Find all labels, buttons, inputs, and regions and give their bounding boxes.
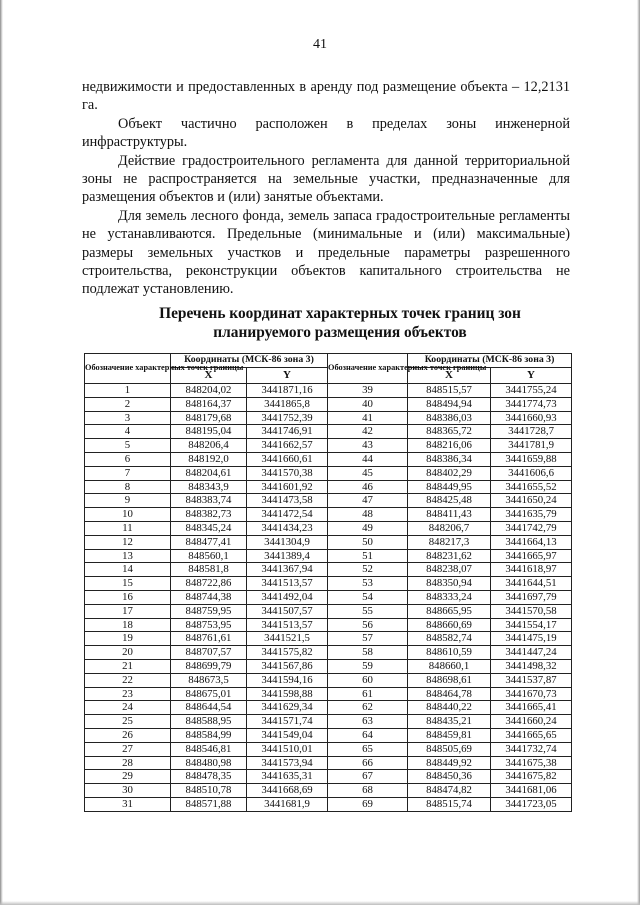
y-coordinate-left: 3441513,57	[247, 618, 328, 632]
x-coordinate-right: 848216,06	[408, 439, 491, 453]
y-coordinate-left: 3441594,16	[247, 673, 328, 687]
x-coordinate-left: 848560,1	[171, 549, 247, 563]
x-coordinate-right: 848660,69	[408, 618, 491, 632]
x-coordinate-left: 848164,37	[171, 397, 247, 411]
point-number-left: 20	[85, 646, 171, 660]
y-coordinate-left: 3441752,39	[247, 411, 328, 425]
x-coordinate-right: 848660,1	[408, 659, 491, 673]
table-row	[85, 797, 572, 811]
point-number-left: 24	[85, 701, 171, 715]
table-row	[85, 480, 572, 494]
x-coordinate-right: 848464,78	[408, 687, 491, 701]
x-header-right: X	[408, 368, 491, 384]
paragraph-zone: Объект частично расположен в пределах зоны инженерной инфраструктуры.	[82, 115, 570, 151]
x-coordinate-right: 848698,61	[408, 673, 491, 687]
y-header-left: Y	[247, 368, 328, 384]
x-coordinate-left: 848707,57	[171, 646, 247, 660]
point-number-left: 5	[85, 439, 171, 453]
point-number-right: 67	[328, 770, 408, 784]
x-coordinate-left: 848584,99	[171, 728, 247, 742]
y-coordinate-left: 3441492,04	[247, 590, 328, 604]
x-coordinate-left: 848675,01	[171, 687, 247, 701]
y-coordinate-right: 3441755,24	[491, 384, 572, 398]
point-number-left: 16	[85, 590, 171, 604]
table-row	[85, 563, 572, 577]
point-number-left: 6	[85, 452, 171, 466]
x-coordinate-right: 848217,3	[408, 535, 491, 549]
point-number-left: 18	[85, 618, 171, 632]
point-number-right: 53	[328, 577, 408, 591]
y-coordinate-right: 3441732,74	[491, 742, 572, 756]
point-number-right: 54	[328, 590, 408, 604]
y-coordinate-left: 3441668,69	[247, 784, 328, 798]
table-row	[85, 784, 572, 798]
point-number-right: 69	[328, 797, 408, 811]
x-coordinate-left: 848510,78	[171, 784, 247, 798]
point-number-right: 49	[328, 521, 408, 535]
y-coordinate-right: 3441742,79	[491, 521, 572, 535]
point-number-left: 9	[85, 494, 171, 508]
y-coordinate-right: 3441675,82	[491, 770, 572, 784]
point-number-right: 58	[328, 646, 408, 660]
y-coordinate-right: 3441644,51	[491, 577, 572, 591]
table-row	[85, 549, 572, 563]
point-number-right: 50	[328, 535, 408, 549]
y-coordinate-left: 3441865,8	[247, 397, 328, 411]
table-row	[85, 673, 572, 687]
x-coordinate-left: 848179,68	[171, 411, 247, 425]
page-number: 41	[313, 37, 327, 52]
point-number-right: 52	[328, 563, 408, 577]
x-coordinate-left: 848673,5	[171, 673, 247, 687]
y-coordinate-right: 3441650,24	[491, 494, 572, 508]
y-coordinate-right: 3441618,97	[491, 563, 572, 577]
point-number-left: 29	[85, 770, 171, 784]
point-number-left: 19	[85, 632, 171, 646]
y-coordinate-right: 3441670,73	[491, 687, 572, 701]
x-coordinate-right: 848435,21	[408, 715, 491, 729]
scan-edge-bottom	[0, 901, 640, 905]
y-coordinate-right: 3441659,88	[491, 452, 572, 466]
point-number-left: 14	[85, 563, 171, 577]
y-coordinate-right: 3441660,24	[491, 715, 572, 729]
y-coordinate-right: 3441697,79	[491, 590, 572, 604]
table-row	[85, 508, 572, 522]
y-coordinate-right: 3441570,58	[491, 604, 572, 618]
y-coordinate-left: 3441598,88	[247, 687, 328, 701]
point-number-left: 15	[85, 577, 171, 591]
x-coordinate-left: 848753,95	[171, 618, 247, 632]
point-number-left: 10	[85, 508, 171, 522]
x-coordinate-right: 848365,72	[408, 425, 491, 439]
paragraph-regulation: Действие градостроительного регламента для данной территориальной зоны не распространяется на земельные участки, предназначенные для размещения объектов и (или) занятые объектами.	[82, 152, 570, 206]
x-coordinate-right: 848440,22	[408, 701, 491, 715]
table-row	[85, 701, 572, 715]
x-coordinate-right: 848450,36	[408, 770, 491, 784]
table-row	[85, 687, 572, 701]
x-coordinate-left: 848382,73	[171, 508, 247, 522]
point-number-right: 45	[328, 466, 408, 480]
y-header-right: Y	[491, 368, 572, 384]
y-coordinate-left: 3441660,61	[247, 452, 328, 466]
x-coordinate-right: 848610,59	[408, 646, 491, 660]
coords-header-right: Координаты (МСК-86 зона 3)	[408, 354, 572, 368]
point-number-right: 42	[328, 425, 408, 439]
y-coordinate-left: 3441681,9	[247, 797, 328, 811]
y-coordinate-left: 3441635,31	[247, 770, 328, 784]
y-coordinate-left: 3441746,91	[247, 425, 328, 439]
x-coordinate-right: 848515,74	[408, 797, 491, 811]
x-coordinate-right: 848206,7	[408, 521, 491, 535]
y-coordinate-right: 3441606,6	[491, 466, 572, 480]
y-coordinate-left: 3441513,57	[247, 577, 328, 591]
table-row	[85, 770, 572, 784]
paragraph-area: недвижимости и предоставленных в аренду под размещение объекта – 12,2131 га.	[82, 79, 570, 114]
y-coordinate-left: 3441575,82	[247, 646, 328, 660]
table-row	[85, 439, 572, 453]
y-coordinate-right: 3441675,38	[491, 756, 572, 770]
point-number-left: 11	[85, 521, 171, 535]
table-row	[85, 494, 572, 508]
x-coordinate-right: 848474,82	[408, 784, 491, 798]
x-coordinate-left: 848478,35	[171, 770, 247, 784]
point-number-left: 2	[85, 397, 171, 411]
paragraph-forest-lands: Для земель лесного фонда, земель запаса градостроительные регламенты не устанавливаются. Предельные (минимальные и (или) максимальные) размеры земельных участков и предельные параметры разрешенного строительства, реконструкции объектов капитального строительства не подлежат установлению.	[82, 207, 570, 298]
x-coordinate-right: 848350,94	[408, 577, 491, 591]
y-coordinate-left: 3441367,94	[247, 563, 328, 577]
table-row	[85, 466, 572, 480]
body-text	[82, 78, 570, 299]
x-coordinate-right: 848333,24	[408, 590, 491, 604]
x-coordinate-right: 848231,62	[408, 549, 491, 563]
y-coordinate-right: 3441681,06	[491, 784, 572, 798]
x-coordinate-left: 848722,86	[171, 577, 247, 591]
y-coordinate-left: 3441304,9	[247, 535, 328, 549]
y-coordinate-left: 3441567,86	[247, 659, 328, 673]
y-coordinate-right: 3441655,52	[491, 480, 572, 494]
coordinates-table-body	[85, 384, 572, 812]
y-coordinate-right: 3441664,13	[491, 535, 572, 549]
y-coordinate-right: 3441665,41	[491, 701, 572, 715]
y-coordinate-left: 3441510,01	[247, 742, 328, 756]
point-number-left: 27	[85, 742, 171, 756]
y-coordinate-left: 3441389,4	[247, 549, 328, 563]
table-row	[85, 397, 572, 411]
y-coordinate-left: 3441473,58	[247, 494, 328, 508]
point-number-right: 47	[328, 494, 408, 508]
table-row	[85, 659, 572, 673]
x-coordinate-left: 848206,4	[171, 439, 247, 453]
point-number-right: 66	[328, 756, 408, 770]
x-coordinate-left: 848699,79	[171, 659, 247, 673]
y-coordinate-left: 3441573,94	[247, 756, 328, 770]
x-coordinate-right: 848494,94	[408, 397, 491, 411]
x-coordinate-left: 848204,61	[171, 466, 247, 480]
x-coordinate-right: 848665,95	[408, 604, 491, 618]
y-coordinate-left: 3441629,34	[247, 701, 328, 715]
point-number-left: 26	[85, 728, 171, 742]
x-coordinate-left: 848588,95	[171, 715, 247, 729]
scan-edge-left	[0, 0, 3, 905]
table-title	[90, 304, 590, 342]
point-number-right: 40	[328, 397, 408, 411]
point-number-right: 44	[328, 452, 408, 466]
point-number-right: 39	[328, 384, 408, 398]
table-row	[85, 577, 572, 591]
y-coordinate-right: 3441498,32	[491, 659, 572, 673]
x-coordinate-left: 848546,81	[171, 742, 247, 756]
point-number-right: 57	[328, 632, 408, 646]
x-coordinate-left: 848761,61	[171, 632, 247, 646]
y-coordinate-left: 3441662,57	[247, 439, 328, 453]
point-number-right: 65	[328, 742, 408, 756]
point-number-right: 51	[328, 549, 408, 563]
y-coordinate-left: 3441434,23	[247, 521, 328, 535]
table-row	[85, 756, 572, 770]
y-coordinate-left: 3441549,04	[247, 728, 328, 742]
table-row	[85, 521, 572, 535]
point-number-left: 25	[85, 715, 171, 729]
x-coordinate-left: 848480,98	[171, 756, 247, 770]
y-coordinate-left: 3441570,38	[247, 466, 328, 480]
x-coordinate-left: 848644,54	[171, 701, 247, 715]
point-number-left: 13	[85, 549, 171, 563]
table-row	[85, 425, 572, 439]
point-number-left: 30	[85, 784, 171, 798]
point-header-left: Обозначение характерных точек границы	[85, 354, 171, 384]
x-header-left: X	[171, 368, 247, 384]
point-number-right: 56	[328, 618, 408, 632]
y-coordinate-left: 3441472,54	[247, 508, 328, 522]
x-coordinate-left: 848744,38	[171, 590, 247, 604]
y-coordinate-right: 3441660,93	[491, 411, 572, 425]
y-coordinate-right: 3441723,05	[491, 797, 572, 811]
x-coordinate-right: 848386,03	[408, 411, 491, 425]
x-coordinate-right: 848402,29	[408, 466, 491, 480]
point-number-left: 23	[85, 687, 171, 701]
x-coordinate-left: 848204,02	[171, 384, 247, 398]
y-coordinate-left: 3441871,16	[247, 384, 328, 398]
point-number-left: 7	[85, 466, 171, 480]
y-coordinate-left: 3441521,5	[247, 632, 328, 646]
table-row	[85, 646, 572, 660]
y-coordinate-right: 3441728,7	[491, 425, 572, 439]
table-row	[85, 384, 572, 398]
y-coordinate-right: 3441774,73	[491, 397, 572, 411]
x-coordinate-right: 848411,43	[408, 508, 491, 522]
x-coordinate-right: 848505,69	[408, 742, 491, 756]
point-number-left: 22	[85, 673, 171, 687]
x-coordinate-left: 848383,74	[171, 494, 247, 508]
y-coordinate-right: 3441554,17	[491, 618, 572, 632]
y-coordinate-left: 3441571,74	[247, 715, 328, 729]
point-number-right: 64	[328, 728, 408, 742]
x-coordinate-right: 848515,57	[408, 384, 491, 398]
x-coordinate-right: 848582,74	[408, 632, 491, 646]
table-row	[85, 590, 572, 604]
x-coordinate-left: 848581,8	[171, 563, 247, 577]
y-coordinate-right: 3441447,24	[491, 646, 572, 660]
table-row	[85, 452, 572, 466]
y-coordinate-left: 3441601,92	[247, 480, 328, 494]
coordinates-table	[84, 353, 572, 812]
point-number-left: 21	[85, 659, 171, 673]
table-row	[85, 411, 572, 425]
point-number-right: 62	[328, 701, 408, 715]
table-row	[85, 535, 572, 549]
point-number-right: 48	[328, 508, 408, 522]
x-coordinate-left: 848345,24	[171, 521, 247, 535]
point-number-right: 60	[328, 673, 408, 687]
point-number-left: 1	[85, 384, 171, 398]
table-title-line-2: планируемого размещения объектов	[213, 324, 467, 341]
table-row	[85, 728, 572, 742]
x-coordinate-left: 848195,04	[171, 425, 247, 439]
point-number-left: 28	[85, 756, 171, 770]
point-number-right: 43	[328, 439, 408, 453]
table-row	[85, 715, 572, 729]
point-number-left: 4	[85, 425, 171, 439]
y-coordinate-right: 3441475,19	[491, 632, 572, 646]
point-number-left: 3	[85, 411, 171, 425]
point-number-right: 46	[328, 480, 408, 494]
point-number-left: 31	[85, 797, 171, 811]
x-coordinate-right: 848425,48	[408, 494, 491, 508]
x-coordinate-right: 848449,92	[408, 756, 491, 770]
y-coordinate-right: 3441781,9	[491, 439, 572, 453]
y-coordinate-right: 3441635,79	[491, 508, 572, 522]
point-number-right: 61	[328, 687, 408, 701]
x-coordinate-left: 848192,0	[171, 452, 247, 466]
y-coordinate-right: 3441665,97	[491, 549, 572, 563]
x-coordinate-right: 848238,07	[408, 563, 491, 577]
table-title-line-1: Перечень координат характерных точек границ зон	[159, 305, 521, 322]
table-row	[85, 632, 572, 646]
y-coordinate-left: 3441507,57	[247, 604, 328, 618]
y-coordinate-right: 3441665,65	[491, 728, 572, 742]
x-coordinate-left: 848759,95	[171, 604, 247, 618]
table-row	[85, 618, 572, 632]
point-number-left: 17	[85, 604, 171, 618]
table-row	[85, 742, 572, 756]
point-number-right: 63	[328, 715, 408, 729]
x-coordinate-left: 848477,41	[171, 535, 247, 549]
point-number-right: 55	[328, 604, 408, 618]
x-coordinate-right: 848449,95	[408, 480, 491, 494]
point-number-left: 8	[85, 480, 171, 494]
table-row	[85, 604, 572, 618]
point-number-right: 41	[328, 411, 408, 425]
y-coordinate-right: 3441537,87	[491, 673, 572, 687]
point-number-left: 12	[85, 535, 171, 549]
x-coordinate-right: 848459,81	[408, 728, 491, 742]
coords-header-left: Координаты (МСК-86 зона 3)	[171, 354, 328, 368]
x-coordinate-right: 848386,34	[408, 452, 491, 466]
point-number-right: 68	[328, 784, 408, 798]
x-coordinate-left: 848343,9	[171, 480, 247, 494]
point-number-right: 59	[328, 659, 408, 673]
point-header-right: Обозначение характерных точек границы	[328, 354, 408, 384]
x-coordinate-left: 848571,88	[171, 797, 247, 811]
